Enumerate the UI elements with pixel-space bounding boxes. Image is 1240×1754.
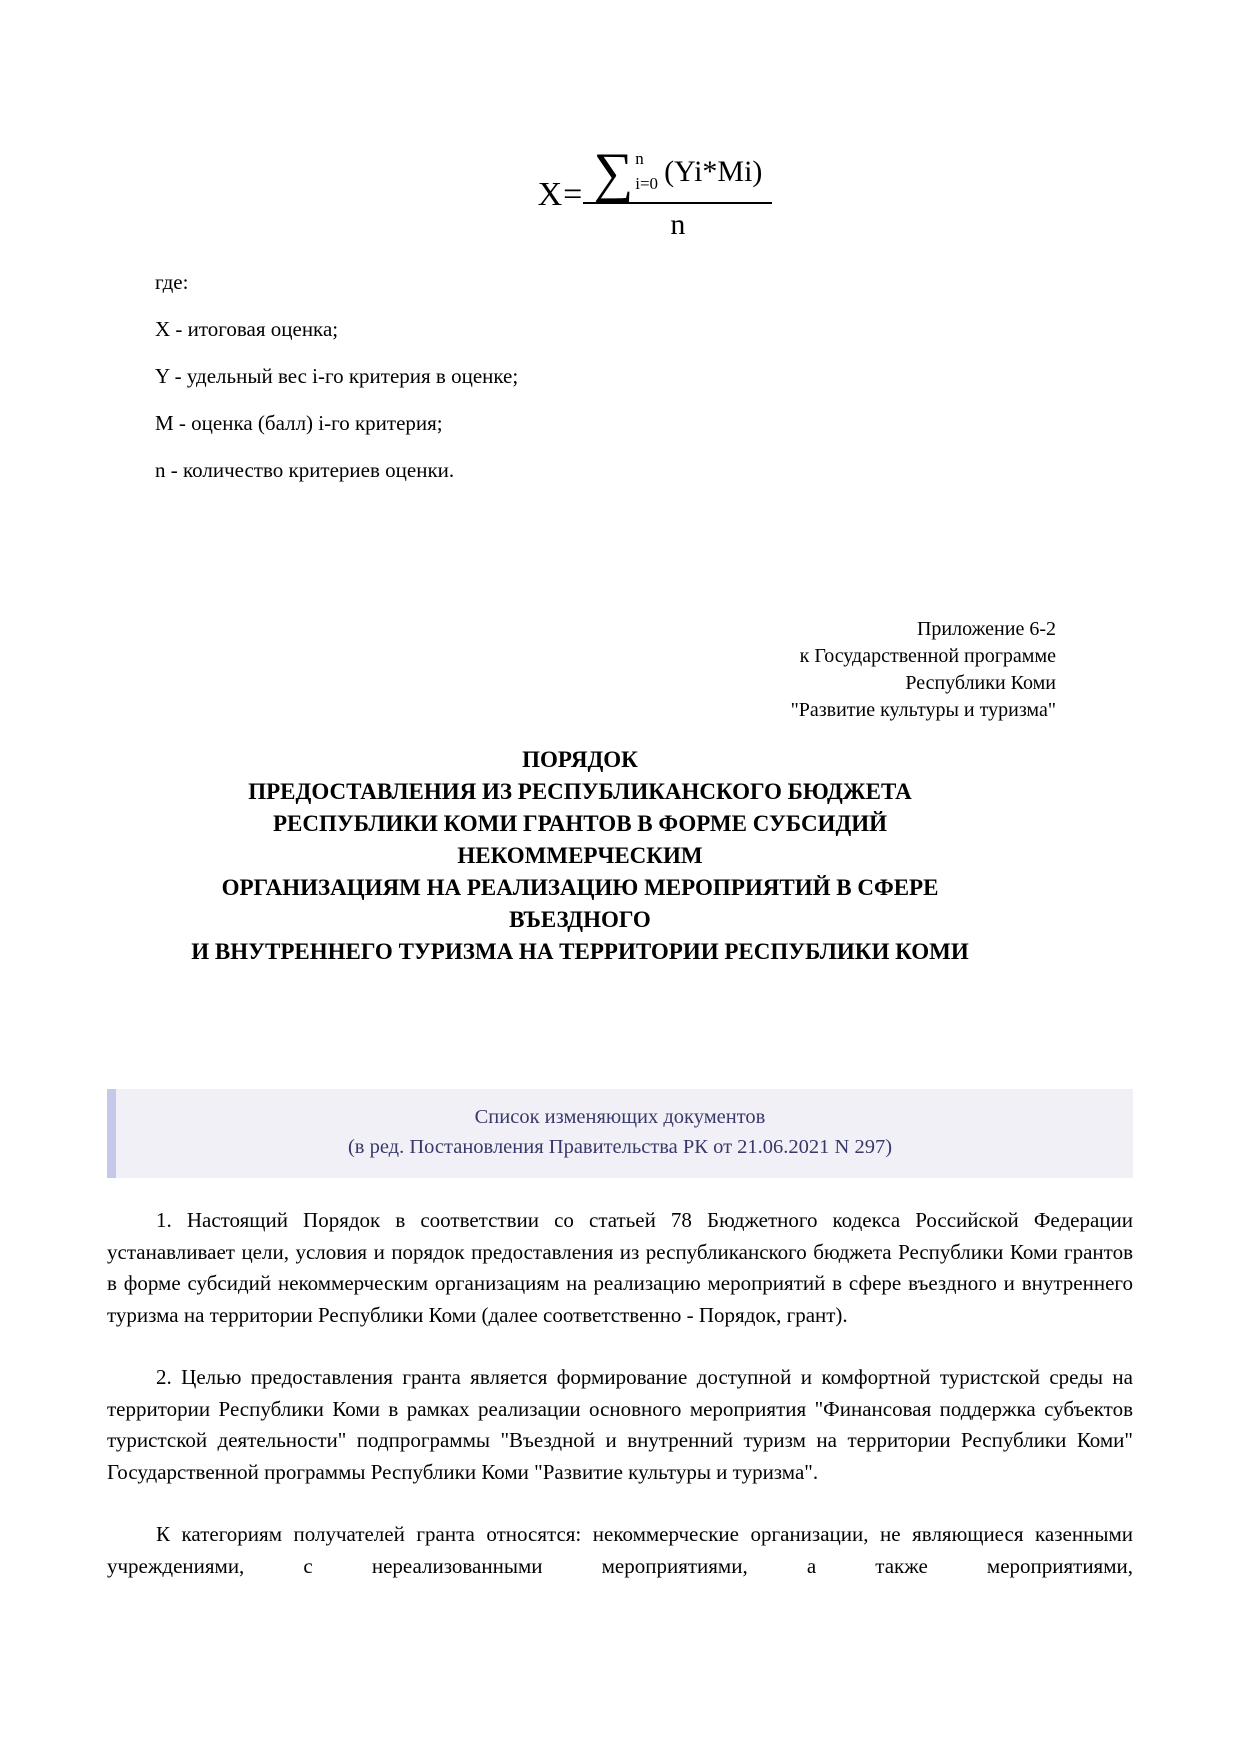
annex-line: Приложение 6-2 (916, 618, 1056, 640)
definition-x: X - итоговая оценка; (155, 317, 339, 341)
annex-line: "Развитие культуры и туризма" (790, 699, 1056, 721)
formula-lhs: X= (537, 176, 584, 214)
definitions-intro: где: (155, 270, 189, 294)
title-line: НЕКОММЕРЧЕСКИМ (457, 843, 703, 868)
amendments-box-line2: (в ред. Постановления Правительства РК от 21.06.2021 N 297) (347, 1136, 893, 1158)
amendments-box-line1: Список изменяющих документов (474, 1106, 766, 1128)
title-line: РЕСПУБЛИКИ КОМИ ГРАНТОВ В ФОРМЕ СУБСИДИЙ (272, 811, 888, 836)
sigma-limits (633, 148, 664, 198)
title-line: ВЪЕЗДНОГО (509, 907, 651, 932)
title-line: ПОРЯДОК (522, 747, 638, 772)
formula-row (537, 142, 773, 242)
body-text (107, 1205, 1133, 1613)
paragraph-1: 1. Настоящий Порядок в соответствии со статьей 78 Бюджетного кодекса Российской Федерации устанавливает цели, условия и порядок предоставления из республиканского бюджета Республики Коми грантов в форме субсидий некоммерческим организациям на реализацию мероприятий в сфере въездного и внутреннего туризма на территории Республики Коми (далее соответственно - Порядок, грант). (107, 1208, 1133, 1327)
variable-definitions (155, 272, 518, 507)
title-line: И ВНУТРЕННЕГО ТУРИЗМА НА ТЕРРИТОРИИ РЕСПУБЛИКИ КОМИ (191, 939, 969, 964)
document-title (85, 744, 1075, 968)
sigma-symbol: ∑ (593, 142, 634, 204)
amendments-box (107, 1089, 1133, 1178)
formula-numerator (583, 142, 772, 204)
formula-argument: (Yi*Mi) (664, 155, 763, 189)
annex-reference (791, 616, 1056, 724)
formula-fraction (583, 142, 772, 242)
paragraph-2: 2. Целью предоставления гранта является формирование доступной и комфортной туристской среды на территории Республики Коми в рамках реализации основного мероприятия "Финансовая поддержка субъектов туристской деятельности" подпрограммы "Въездной и внутренний туризм на территории Республики Коми" Государственной программы Республики Коми "Развитие культуры и туризма". (107, 1365, 1133, 1484)
annex-line: к Государственной программе (799, 645, 1056, 667)
definition-n: n - количество критериев оценки. (155, 458, 455, 482)
title-line: ПРЕДОСТАВЛЕНИЯ ИЗ РЕСПУБЛИКАНСКОГО БЮДЖЕТА (248, 779, 912, 804)
sigma-lower-limit: i=0 (635, 174, 659, 194)
paragraph-3: К категориям получателей гранта относятся: некоммерческие организации, не являющиеся казенными учреждениями, с нереализованными мероприятиями, а также мероприятиями, (107, 1522, 1133, 1578)
definition-y: Y - удельный вес i-го критерия в оценке; (155, 364, 519, 388)
formula-denominator: n (670, 208, 686, 242)
sigma-upper-limit: n (635, 149, 644, 168)
evaluation-formula (0, 142, 1240, 242)
definition-m: M - оценка (балл) i-го критерия; (155, 411, 443, 435)
title-line: ОРГАНИЗАЦИЯМ НА РЕАЛИЗАЦИЮ МЕРОПРИЯТИЙ В СФЕРЕ (221, 875, 939, 900)
annex-line: Республики Коми (905, 672, 1056, 694)
